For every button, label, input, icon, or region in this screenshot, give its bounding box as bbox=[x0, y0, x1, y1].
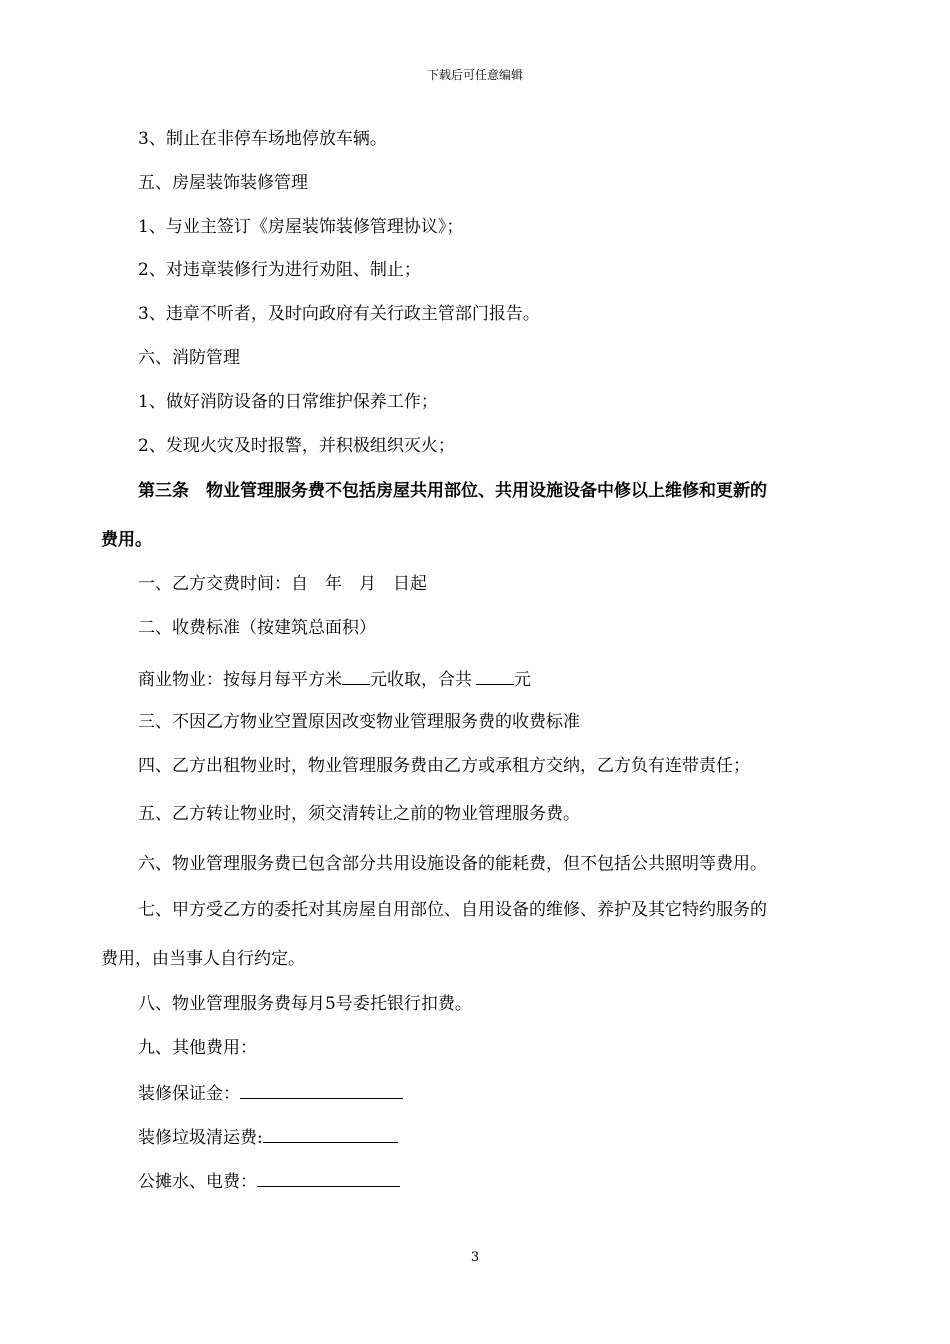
fee-item7: 七、甲方受乙方的委托对其房屋自用部位、自用设备的维修、养护及其它特约服务的 bbox=[138, 900, 767, 920]
garbage-label: 装修垃圾清运费: bbox=[138, 1128, 263, 1148]
fee-commercial bbox=[138, 667, 531, 691]
total-blank[interactable] bbox=[476, 667, 514, 685]
clause-line: 2、对违章装修行为进行劝阻、制止； bbox=[138, 260, 421, 280]
fee-standard: 二、收费标准（按建筑总面积） bbox=[138, 618, 376, 638]
page-header: 下载后可任意编辑 bbox=[426, 68, 523, 82]
fee-time: 一、乙方交费时间：自 年 月 日起 bbox=[138, 574, 427, 594]
utilities-blank[interactable] bbox=[257, 1169, 400, 1187]
article-heading: 第三条 物业管理服务费不包括房屋共用部位、共用设施设备中修以上维修和更新的 bbox=[138, 481, 767, 501]
deposit-blank[interactable] bbox=[240, 1081, 403, 1099]
fee-item7-cont: 费用，由当事人自行约定。 bbox=[101, 949, 305, 969]
fee-commercial-mid: 元收取，合共 bbox=[370, 670, 472, 690]
deposit-label: 装修保证金： bbox=[138, 1084, 240, 1104]
utilities-label: 公摊水、电费： bbox=[138, 1172, 257, 1192]
fee-commercial-unit: 元 bbox=[514, 670, 531, 690]
section-heading: 五、房屋装饰装修管理 bbox=[138, 173, 308, 193]
fee-item8: 八、物业管理服务费每月5号委托银行扣费。 bbox=[138, 994, 472, 1014]
clause-line: 3、违章不听者，及时向政府有关行政主管部门报告。 bbox=[138, 304, 540, 324]
deposit-row bbox=[138, 1081, 403, 1105]
clause-line: 2、发现火灾及时报警，并积极组织灭火； bbox=[138, 436, 455, 456]
section-heading: 六、消防管理 bbox=[138, 348, 240, 368]
utilities-row bbox=[138, 1169, 400, 1193]
garbage-blank[interactable] bbox=[263, 1125, 398, 1143]
fee-item5: 五、乙方转让物业时，须交清转让之前的物业管理服务费。 bbox=[138, 804, 580, 824]
fee-commercial-label: 商业物业：按每月每平方米 bbox=[138, 670, 342, 690]
fee-item3: 三、不因乙方物业空置原因改变物业管理服务费的收费标准 bbox=[138, 712, 580, 732]
clause-line: 1、做好消防设备的日常维护保养工作； bbox=[138, 392, 438, 412]
article-heading-cont: 费用。 bbox=[101, 530, 152, 550]
clause-line: 1、与业主签订《房屋装饰装修管理协议》； bbox=[138, 217, 464, 237]
garbage-row bbox=[138, 1125, 398, 1149]
page-number: 3 bbox=[470, 1250, 480, 1265]
fee-item4: 四、乙方出租物业时，物业管理服务费由乙方或承租方交纳，乙方负有连带责任； bbox=[138, 756, 750, 776]
clause-line: 3、制止在非停车场地停放车辆。 bbox=[138, 129, 387, 149]
fee-item9: 九、其他费用： bbox=[138, 1038, 257, 1058]
fee-item6: 六、物业管理服务费已包含部分共用设施设备的能耗费，但不包括公共照明等费用。 bbox=[138, 854, 767, 874]
rate-blank[interactable] bbox=[342, 667, 370, 685]
